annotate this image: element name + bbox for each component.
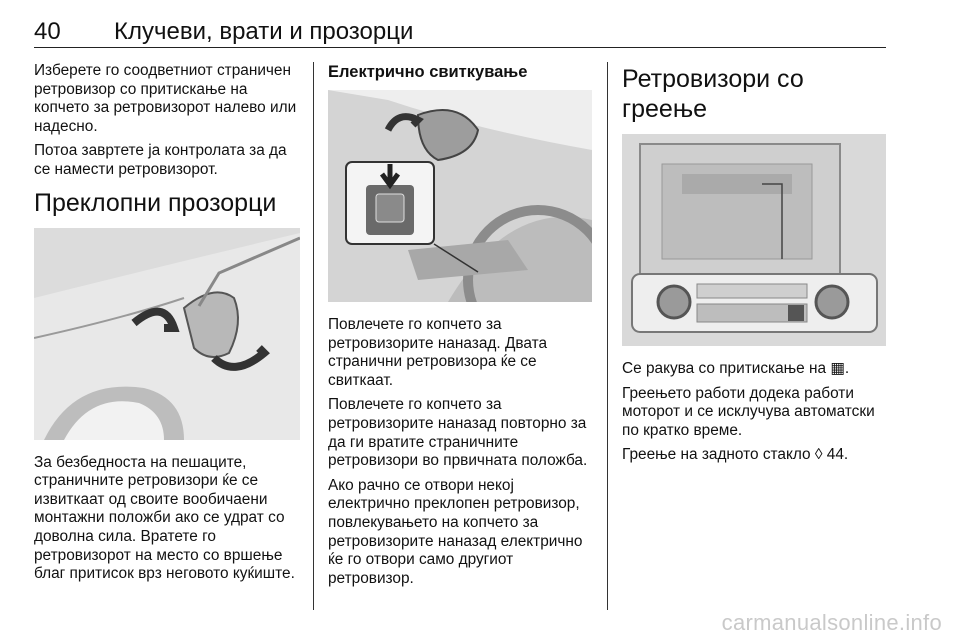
column-3: [622, 62, 888, 471]
paragraph-rear-window-ref: Греење на задното стакло ◊ 44.: [622, 446, 849, 464]
column-divider-1: [313, 62, 314, 610]
paragraph-fold-both: Повлечете го копчето за ретровизорите наназад. Двата странични ретровизора ќе се свиткаат.: [328, 316, 548, 389]
paragraph-unfold: Повлечете го копчето за ретровизорите наназад повторно за да ги вратите страничните ретровизори во првичната положба.: [328, 396, 588, 470]
column-divider-2: [607, 62, 608, 610]
paragraph-operate-button: Се ракува со притискање на ▦.: [622, 360, 850, 377]
paragraph-select-mirror: Изберете го соодветниот страничен ретровизор со притискање на копчето за ретровизорот налево или надесно.: [34, 62, 297, 135]
watermark: carmanualsonline.info: [721, 610, 942, 635]
column-1: [34, 62, 300, 590]
folding-mirror-illustration: [34, 228, 300, 440]
heading-electric-folding: Електрично свиткување: [328, 63, 528, 81]
heated-mirror-controls-illustration: [622, 134, 886, 346]
electric-folding-illustration: [328, 90, 592, 302]
page-number: 40: [34, 18, 61, 45]
paragraph-heating-duration: Греењето работи додека работи моторот и се исклучува автоматски по кратко време.: [622, 384, 875, 439]
heading-folding-mirrors: Преклопни прозорци: [34, 188, 277, 217]
header-rule: [34, 47, 886, 48]
heading-heated-mirrors: Ретровизори со греење: [622, 65, 804, 123]
paragraph-adjust-mirror: Потоа завртете ја контролата за да се намести ретровизорот.: [34, 142, 287, 178]
paragraph-manual-open: Ако рачно се отвори некој електрично преклопен ретровизор, повлекувањето на копчето за ретровизорите наназад електрично ќе го отвори само другиот ретровизор.: [328, 476, 583, 587]
column-2: [328, 62, 592, 594]
page-header: [34, 0, 886, 50]
paragraph-pedestrian-safety: За безбедноста на пешаците, страничните ретровизори ќе се извиткаат од своите вообичаени монтажни положби ако се удрат со доволна сила. Вратете го ретровизорот на место со вршење благ притисок врз неговото куќиште.: [34, 453, 295, 583]
page-title: Клучеви, врати и прозорци: [114, 18, 414, 45]
